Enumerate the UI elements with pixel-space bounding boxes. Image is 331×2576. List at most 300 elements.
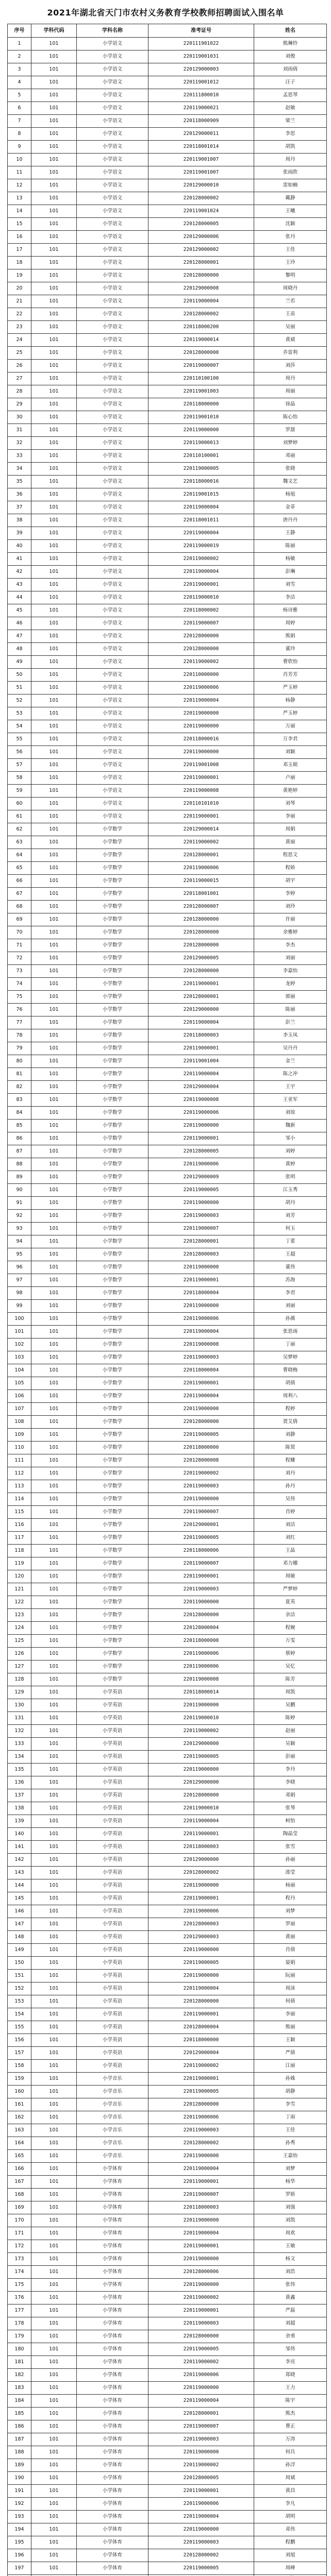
- row-subject-name: 小学数学: [77, 1493, 148, 1506]
- row-subject-name: 小学体育: [77, 2317, 148, 2330]
- table-row: [8, 591, 327, 604]
- row-subject-name: 小学数学: [77, 901, 148, 913]
- row-ticket-number: 220119000005: [148, 2562, 254, 2575]
- table-row: [8, 2523, 327, 2536]
- row-subject-name: 小学数学: [77, 1145, 148, 1158]
- row-subject-code: 101: [31, 1532, 77, 1545]
- row-ticket-number: 220119000000: [148, 1596, 254, 1609]
- row-subject-name: 小学英语: [77, 1944, 148, 1957]
- row-subject-name: 小学语文: [77, 308, 148, 321]
- row-ticket-number: 220119000010: [148, 1802, 254, 1815]
- row-index: 21: [8, 295, 31, 308]
- row-name: 吴丽: [254, 321, 327, 334]
- row-index: 106: [8, 1390, 31, 1403]
- row-index: 73: [8, 965, 31, 978]
- row-ticket-number: 220118000016: [148, 733, 254, 746]
- row-ticket-number: 220119000015: [148, 875, 254, 888]
- row-ticket-number: 220128000000: [148, 643, 254, 656]
- row-name: 彭琳: [254, 566, 327, 579]
- table-row: [8, 1274, 327, 1287]
- table-row: [8, 720, 327, 733]
- row-subject-name: 小学英语: [77, 2008, 148, 2021]
- row-ticket-number: 220119000004: [148, 1390, 254, 1403]
- table-row: [8, 2073, 327, 2086]
- row-ticket-number: 220119000014: [148, 334, 254, 347]
- row-index: 149: [8, 1944, 31, 1957]
- row-index: 165: [8, 2150, 31, 2163]
- row-name: 周欢: [254, 2227, 327, 2240]
- row-index: 190: [8, 2472, 31, 2485]
- row-subject-code: 101: [31, 257, 77, 269]
- row-index: 52: [8, 694, 31, 707]
- row-subject-code: 101: [31, 218, 77, 231]
- row-index: 186: [8, 2420, 31, 2433]
- row-index: 132: [8, 1725, 31, 1738]
- row-ticket-number: 220119000004: [148, 2395, 254, 2408]
- row-subject-code: 101: [31, 901, 77, 913]
- row-subject-code: 101: [31, 501, 77, 514]
- row-index: 110: [8, 1442, 31, 1454]
- row-ticket-number: 220119000006: [148, 1660, 254, 1673]
- row-name: 陶晶莹: [254, 1828, 327, 1841]
- table-row: [8, 115, 327, 128]
- row-subject-code: 101: [31, 1287, 77, 1300]
- row-index: 154: [8, 2008, 31, 2021]
- row-subject-code: 101: [31, 2150, 77, 2163]
- row-index: 120: [8, 1570, 31, 1583]
- row-index: 184: [8, 2395, 31, 2408]
- row-ticket-number: 220128000001: [148, 1235, 254, 1248]
- table-row: [8, 463, 327, 476]
- table-row: [8, 218, 327, 231]
- row-subject-code: 101: [31, 669, 77, 682]
- row-ticket-number: 220128000006: [148, 2266, 254, 2279]
- row-ticket-number: 220119000001: [148, 772, 254, 785]
- row-ticket-number: 220119000000: [148, 1970, 254, 1982]
- row-index: 14: [8, 205, 31, 218]
- row-index: 163: [8, 2124, 31, 2137]
- table-row: [8, 1699, 327, 1712]
- row-index: 155: [8, 2021, 31, 2034]
- row-ticket-number: 220128000002: [148, 192, 254, 205]
- row-ticket-number: 220119000000: [148, 2446, 254, 2459]
- row-subject-name: 小学音乐: [77, 2124, 148, 2137]
- row-name: 陈之冲: [254, 1068, 327, 1081]
- row-subject-name: 小学体育: [77, 2511, 148, 2523]
- row-index: 61: [8, 810, 31, 823]
- row-index: 143: [8, 1867, 31, 1879]
- row-ticket-number: 220119000007: [148, 617, 254, 630]
- row-ticket-number: 220119000000: [148, 1300, 254, 1313]
- row-subject-name: 小学体育: [77, 2304, 148, 2317]
- row-subject-code: 101: [31, 2098, 77, 2111]
- row-name: 曹欣怡: [254, 656, 327, 669]
- row-subject-name: 小学数学: [77, 1403, 148, 1416]
- row-ticket-number: 220129000008: [148, 282, 254, 295]
- row-name: 黄丽: [254, 836, 327, 849]
- row-subject-code: 101: [31, 862, 77, 875]
- row-ticket-number: 220119000004: [148, 501, 254, 514]
- row-name: 程丹: [254, 1892, 327, 1905]
- row-subject-name: 小学语文: [77, 707, 148, 720]
- table-row: [8, 2021, 327, 2034]
- row-name: 张琴: [254, 1802, 327, 1815]
- row-ticket-number: 220128000007: [148, 901, 254, 913]
- row-name: 郑晓: [254, 2369, 327, 2382]
- table-row: [8, 154, 327, 166]
- row-subject-name: 小学语文: [77, 488, 148, 501]
- row-subject-code: 101: [31, 1957, 77, 1970]
- row-subject-name: 小学语文: [77, 656, 148, 669]
- row-ticket-number: 220128000005: [148, 218, 254, 231]
- row-subject-name: 小学数学: [77, 1132, 148, 1145]
- row-subject-name: 小学语文: [77, 179, 148, 192]
- row-ticket-number: 220119000004: [148, 1016, 254, 1029]
- row-subject-name: 小学体育: [77, 2395, 148, 2408]
- row-name: 周丹: [254, 372, 327, 385]
- row-subject-code: 101: [31, 1016, 77, 1029]
- row-index: 187: [8, 2433, 31, 2446]
- row-name: 万李君: [254, 733, 327, 746]
- table-row: [8, 785, 327, 798]
- row-subject-name: 小学数学: [77, 1004, 148, 1016]
- row-index: 150: [8, 1957, 31, 1970]
- row-index: 4: [8, 76, 31, 89]
- row-ticket-number: 220119000003: [148, 2317, 254, 2330]
- row-subject-code: 101: [31, 656, 77, 669]
- row-subject-code: 101: [31, 360, 77, 372]
- row-ticket-number: 220119000001: [148, 978, 254, 991]
- row-subject-name: 小学音乐: [77, 2111, 148, 2124]
- table-row: [8, 978, 327, 991]
- row-subject-name: 小学语文: [77, 694, 148, 707]
- row-name: 陈丽: [254, 540, 327, 553]
- row-ticket-number: 220119000006: [148, 2111, 254, 2124]
- row-ticket-number: 220119001008: [148, 759, 254, 772]
- table-row: [8, 1042, 327, 1055]
- row-ticket-number: 220119000001: [148, 1377, 254, 1390]
- row-ticket-number: 220119001024: [148, 205, 254, 218]
- row-subject-code: 101: [31, 836, 77, 849]
- row-ticket-number: 220119001003: [148, 385, 254, 398]
- row-ticket-number: 220118001014: [148, 141, 254, 154]
- row-subject-code: 101: [31, 1725, 77, 1738]
- row-index: 3: [8, 63, 31, 76]
- row-name: 刘洁: [254, 1519, 327, 1532]
- row-index: 45: [8, 604, 31, 617]
- row-index: 196: [8, 2549, 31, 2562]
- row-ticket-number: 220119000005: [148, 1957, 254, 1970]
- table-row: [8, 1557, 327, 1570]
- row-ticket-number: 220119000001: [148, 1274, 254, 1287]
- row-subject-code: 101: [31, 1776, 77, 1789]
- row-index: 74: [8, 978, 31, 991]
- table-row: [8, 179, 327, 192]
- table-row: [8, 1583, 327, 1596]
- row-index: 5: [8, 89, 31, 102]
- row-subject-name: 小学体育: [77, 2214, 148, 2227]
- row-name: 唐丹丹: [254, 514, 327, 527]
- row-name: 何玉: [254, 1223, 327, 1235]
- row-ticket-number: 220119000007: [148, 2189, 254, 2201]
- row-index: 69: [8, 913, 31, 926]
- row-ticket-number: 220119000007: [148, 1557, 254, 1570]
- row-subject-code: 101: [31, 205, 77, 218]
- row-subject-code: 101: [31, 1802, 77, 1815]
- row-index: 130: [8, 1699, 31, 1712]
- table-row: [8, 2111, 327, 2124]
- row-index: 62: [8, 823, 31, 836]
- row-ticket-number: 220118000909: [148, 115, 254, 128]
- row-index: 63: [8, 836, 31, 849]
- row-subject-code: 101: [31, 1815, 77, 1828]
- row-subject-code: 101: [31, 566, 77, 579]
- row-subject-code: 101: [31, 1235, 77, 1248]
- row-index: 164: [8, 2137, 31, 2150]
- table-row: [8, 1751, 327, 1764]
- row-subject-name: 小学数学: [77, 849, 148, 862]
- row-index: 70: [8, 926, 31, 939]
- row-ticket-number: 220119000001: [148, 2176, 254, 2189]
- row-ticket-number: 220119000001: [148, 2485, 254, 2498]
- row-index: 29: [8, 398, 31, 411]
- row-name: 刘浩: [254, 2266, 327, 2279]
- row-subject-code: 101: [31, 810, 77, 823]
- row-index: 194: [8, 2523, 31, 2536]
- row-index: 97: [8, 1274, 31, 1287]
- row-subject-code: 101: [31, 1029, 77, 1042]
- row-name: 余雅婷: [254, 926, 327, 939]
- table-row: [8, 1171, 327, 1184]
- row-name: 戴静: [254, 192, 327, 205]
- row-subject-name: 小学语文: [77, 411, 148, 424]
- row-subject-name: 小学语文: [77, 154, 148, 166]
- row-index: 78: [8, 1029, 31, 1042]
- row-ticket-number: 220119000007: [148, 2420, 254, 2433]
- row-index: 136: [8, 1776, 31, 1789]
- row-name: 胡凯: [254, 141, 327, 154]
- row-subject-code: 101: [31, 1970, 77, 1982]
- row-ticket-number: 220118001011: [148, 514, 254, 527]
- table-body: [8, 38, 327, 2576]
- row-index: 68: [8, 901, 31, 913]
- row-index: 1: [8, 38, 31, 50]
- row-subject-code: 101: [31, 1506, 77, 1519]
- row-ticket-number: 220119001004: [148, 1055, 254, 1068]
- table-row: [8, 514, 327, 527]
- row-index: 87: [8, 1145, 31, 1158]
- row-ticket-number: 220119000000: [148, 1879, 254, 1892]
- row-subject-code: 101: [31, 50, 77, 63]
- row-ticket-number: 220119000006: [148, 1905, 254, 1918]
- row-subject-code: 101: [31, 1673, 77, 1686]
- row-index: 47: [8, 630, 31, 643]
- row-name: 刘旭: [254, 2549, 327, 2562]
- row-name: 孙洋: [254, 2459, 327, 2472]
- row-name: 董伟: [254, 1261, 327, 1274]
- table-row: [8, 1545, 327, 1557]
- row-index: 65: [8, 862, 31, 875]
- table-row: [8, 2176, 327, 2189]
- row-index: 172: [8, 2240, 31, 2253]
- table-row: [8, 1532, 327, 1545]
- row-index: 83: [8, 1094, 31, 1107]
- table-row: [8, 1918, 327, 1931]
- row-subject-name: 小学音乐: [77, 2150, 148, 2163]
- row-ticket-number: 220119000006: [148, 1313, 254, 1326]
- row-subject-name: 小学数学: [77, 1029, 148, 1042]
- row-subject-code: 101: [31, 437, 77, 450]
- row-subject-name: 小学语文: [77, 244, 148, 257]
- row-subject-code: 101: [31, 2034, 77, 2047]
- row-subject-code: 101: [31, 1982, 77, 1995]
- table-row: [8, 1287, 327, 1300]
- table-row: [8, 1068, 327, 1081]
- row-ticket-number: 220119000005: [148, 2086, 254, 2098]
- row-name: 刘琴: [254, 798, 327, 810]
- row-subject-code: 101: [31, 1171, 77, 1184]
- table-row: [8, 1725, 327, 1738]
- row-ticket-number: 220119000007: [148, 1223, 254, 1235]
- row-index: 59: [8, 785, 31, 798]
- table-row: [8, 1467, 327, 1480]
- row-subject-code: 101: [31, 1416, 77, 1429]
- row-name: 肖芳芳: [254, 669, 327, 682]
- row-subject-code: 101: [31, 488, 77, 501]
- table-row: [8, 1815, 327, 1828]
- row-name: 刘丽: [254, 1300, 327, 1313]
- row-subject-code: 101: [31, 1313, 77, 1326]
- row-subject-code: 101: [31, 1480, 77, 1493]
- row-ticket-number: 220119000000: [148, 720, 254, 733]
- row-index: 134: [8, 1751, 31, 1764]
- row-ticket-number: 220119000000: [148, 2253, 254, 2266]
- row-subject-code: 101: [31, 231, 77, 244]
- row-subject-name: 小学英语: [77, 1879, 148, 1892]
- row-name: 李晓: [254, 1776, 327, 1789]
- row-subject-name: 小学体育: [77, 2356, 148, 2369]
- row-subject-name: 小学数学: [77, 1519, 148, 1532]
- row-ticket-number: 220119000003: [148, 1351, 254, 1364]
- row-index: 41: [8, 553, 31, 566]
- row-ticket-number: 220119000000: [148, 1120, 254, 1132]
- row-ticket-number: 220119000004: [148, 1982, 254, 1995]
- row-name: 周婷: [254, 617, 327, 630]
- row-ticket-number: 220118000000: [148, 1442, 254, 1454]
- row-subject-code: 101: [31, 2008, 77, 2021]
- row-index: 144: [8, 1879, 31, 1892]
- row-subject-name: 小学语文: [77, 321, 148, 334]
- row-subject-name: 小学体育: [77, 2536, 148, 2549]
- table-row: [8, 617, 327, 630]
- table-row: [8, 1016, 327, 1029]
- table-row: [8, 2240, 327, 2253]
- table-row: [8, 50, 327, 63]
- row-index: 168: [8, 2189, 31, 2201]
- row-ticket-number: 220119000003: [148, 2124, 254, 2137]
- row-ticket-number: 220128000000: [148, 1995, 254, 2008]
- row-ticket-number: 220119000001: [148, 2073, 254, 2086]
- row-name: 刘凯: [254, 2214, 327, 2227]
- table-row: [8, 733, 327, 746]
- row-index: 26: [8, 360, 31, 372]
- row-subject-name: 小学数学: [77, 1223, 148, 1235]
- row-ticket-number: 220119001012: [148, 76, 254, 89]
- row-subject-code: 101: [31, 630, 77, 643]
- row-ticket-number: 220129000006: [148, 231, 254, 244]
- row-subject-code: 101: [31, 2523, 77, 2536]
- row-ticket-number: 220119000000: [148, 1699, 254, 1712]
- row-ticket-number: 220128000002: [148, 1867, 254, 1879]
- row-ticket-number: 220119000003: [148, 1210, 254, 1223]
- row-index: 51: [8, 682, 31, 694]
- row-ticket-number: 220129000010: [148, 179, 254, 192]
- row-name: 严玉婷: [254, 682, 327, 694]
- row-name: 黄鑫: [254, 2292, 327, 2304]
- row-index: 16: [8, 231, 31, 244]
- row-name: 金兰: [254, 1055, 327, 1068]
- row-index: 88: [8, 1158, 31, 1171]
- row-subject-code: 101: [31, 1931, 77, 1944]
- row-index: 9: [8, 141, 31, 154]
- row-index: 152: [8, 1982, 31, 1995]
- row-subject-code: 101: [31, 1557, 77, 1570]
- row-subject-code: 101: [31, 604, 77, 617]
- row-index: 86: [8, 1132, 31, 1145]
- row-subject-code: 101: [31, 798, 77, 810]
- table-row: [8, 1377, 327, 1390]
- row-name: 杨诗雅: [254, 604, 327, 617]
- row-subject-code: 101: [31, 2536, 77, 2549]
- row-name: 彭丽: [254, 1751, 327, 1764]
- table-row: [8, 1622, 327, 1635]
- row-subject-code: 101: [31, 2292, 77, 2304]
- row-index: 54: [8, 720, 31, 733]
- row-index: 50: [8, 669, 31, 682]
- table-row: [8, 2356, 327, 2369]
- row-name: 程思文: [254, 849, 327, 862]
- row-name: 王苗: [254, 308, 327, 321]
- row-subject-code: 101: [31, 1081, 77, 1094]
- table-row: [8, 862, 327, 875]
- row-index: 67: [8, 888, 31, 901]
- table-row: [8, 823, 327, 836]
- table-row: [8, 63, 327, 76]
- table-row: [8, 1648, 327, 1660]
- row-index: 151: [8, 1970, 31, 1982]
- table-row: [8, 901, 327, 913]
- row-ticket-number: 220128000000: [148, 2330, 254, 2343]
- row-subject-name: 小学英语: [77, 1931, 148, 1944]
- row-index: 27: [8, 372, 31, 385]
- row-subject-code: 101: [31, 1660, 77, 1673]
- row-ticket-number: 220118000014: [148, 1686, 254, 1699]
- row-subject-code: 101: [31, 2498, 77, 2511]
- row-name: 熊杰: [254, 2408, 327, 2420]
- row-name: 罗甜: [254, 424, 327, 437]
- row-subject-code: 101: [31, 192, 77, 205]
- row-ticket-number: 220119000008: [148, 1094, 254, 1107]
- row-subject-code: 101: [31, 1905, 77, 1918]
- row-index: 32: [8, 437, 31, 450]
- row-index: 10: [8, 154, 31, 166]
- row-subject-name: 小学英语: [77, 1764, 148, 1776]
- row-subject-name: 小学体育: [77, 2382, 148, 2395]
- row-subject-name: 小学体育: [77, 2420, 148, 2433]
- row-name: 熊娟: [254, 630, 327, 643]
- row-subject-name: 小学数学: [77, 823, 148, 836]
- table-row: [8, 630, 327, 643]
